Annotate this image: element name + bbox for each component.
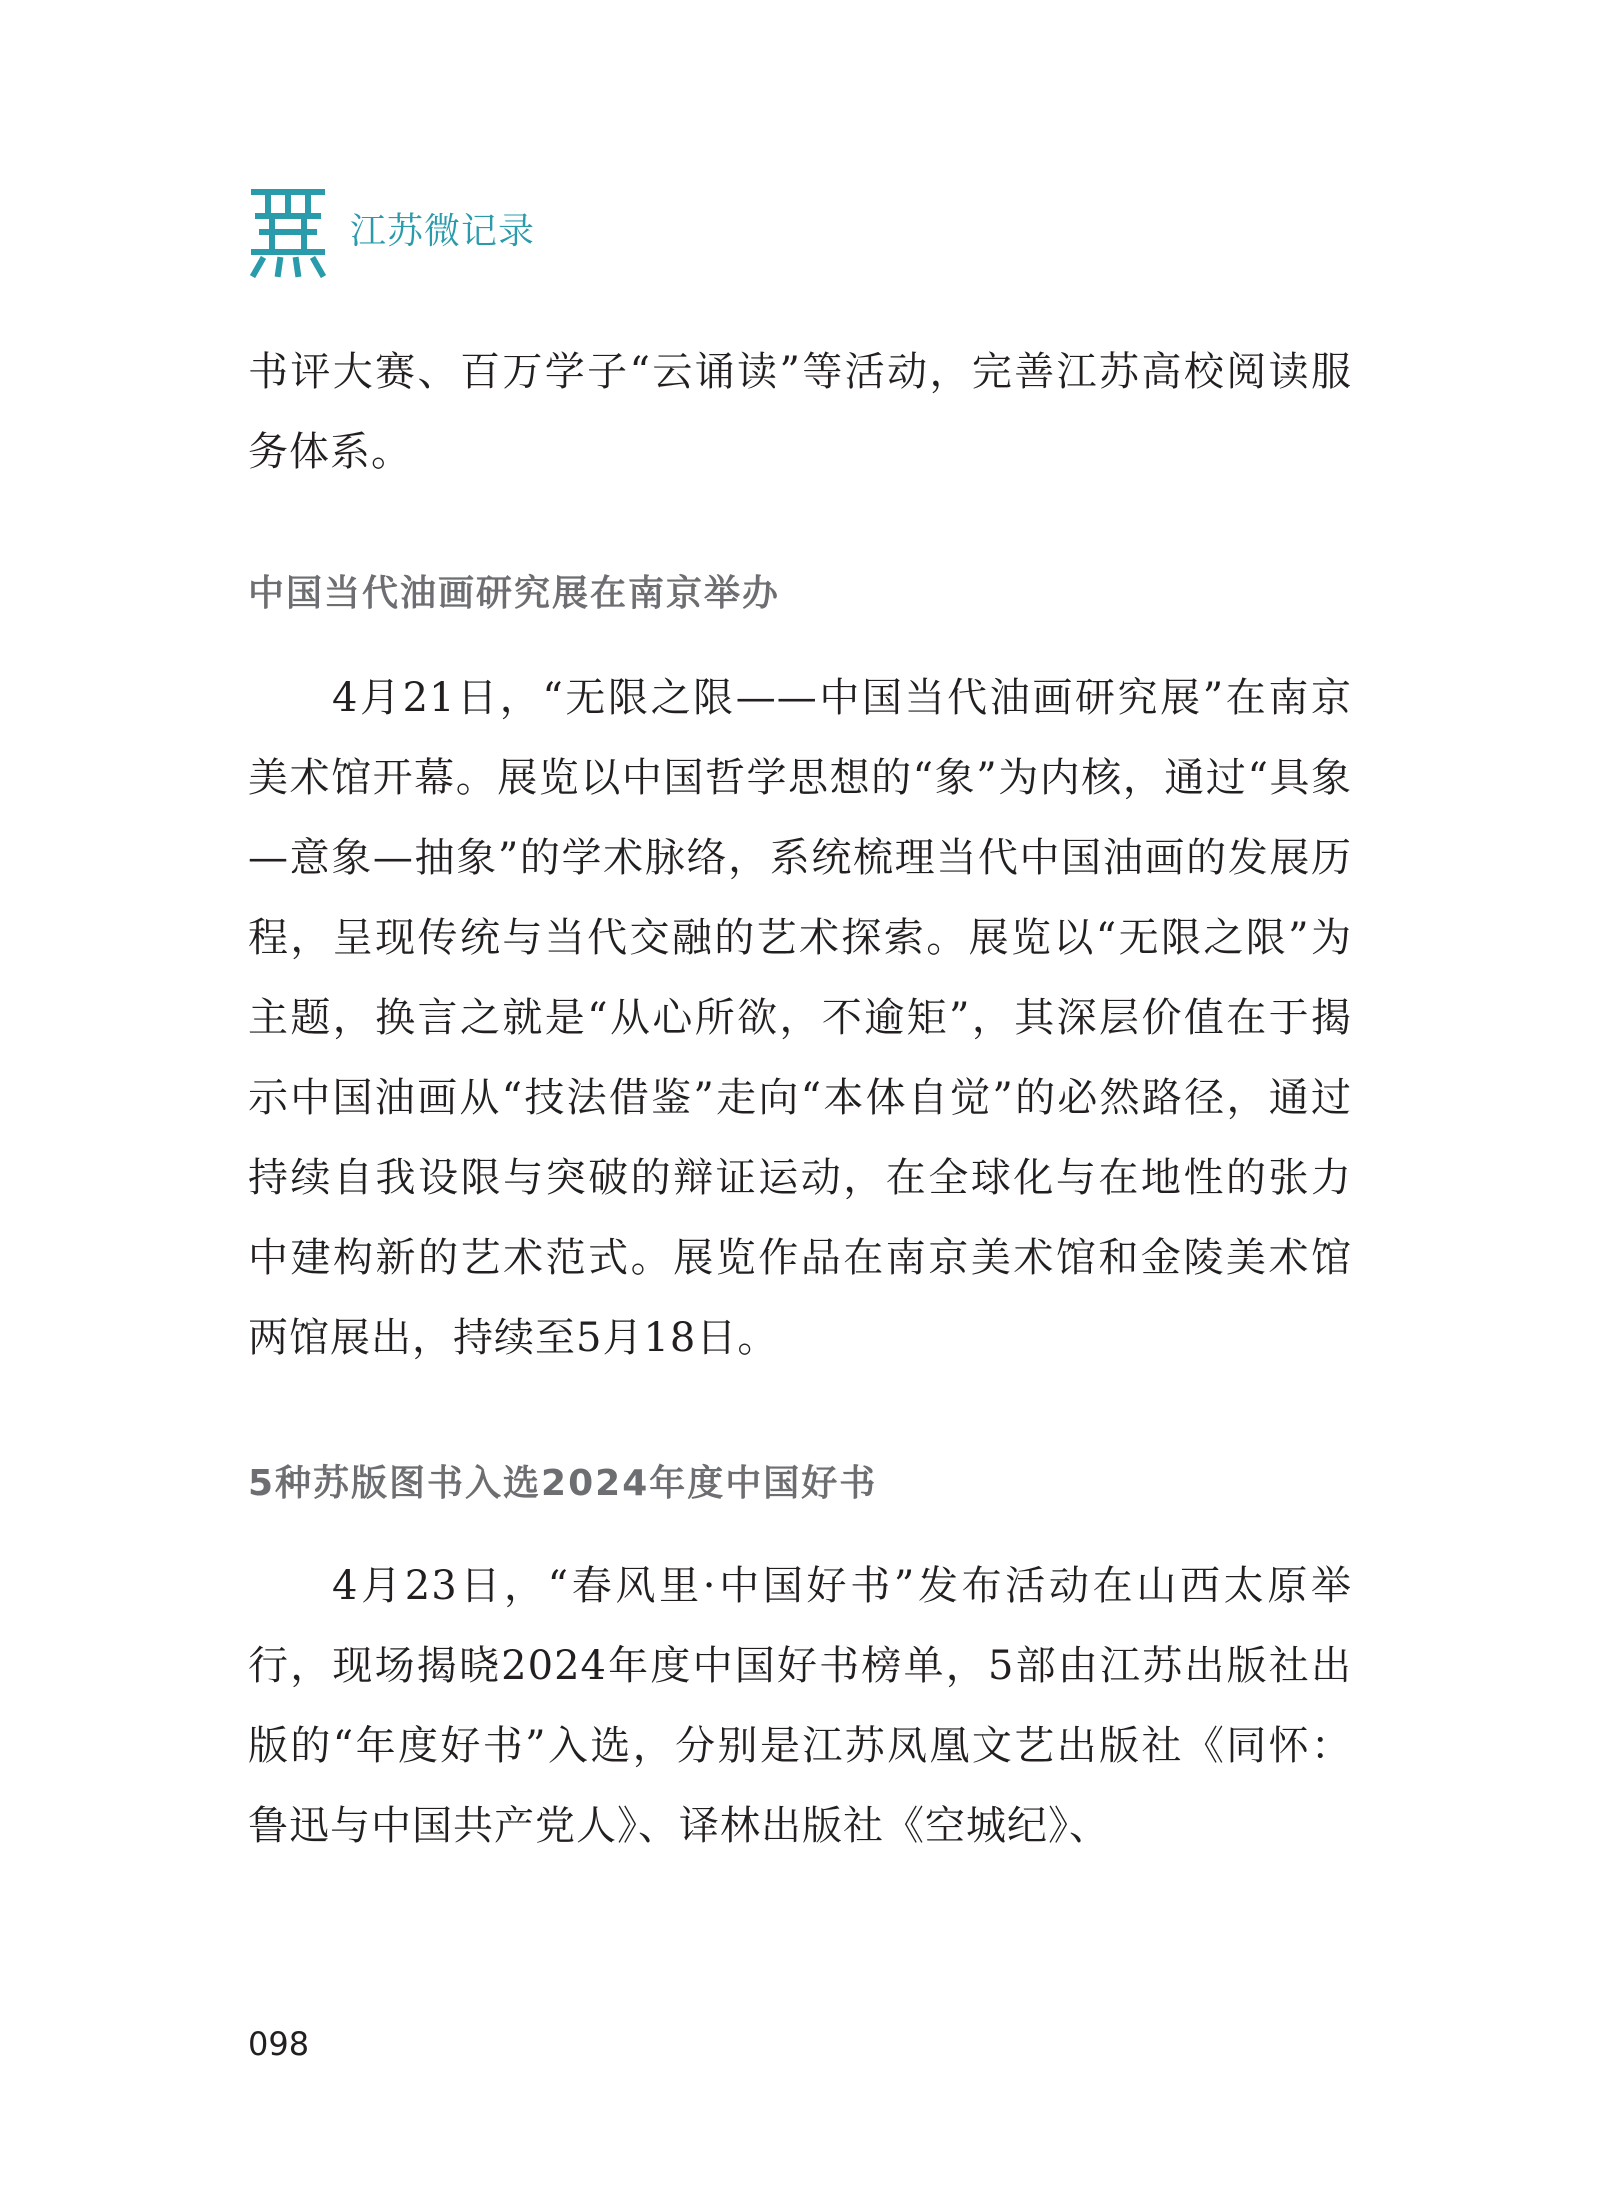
section-heading-oil-painting-exhibition: 中国当代油画研究展在南京举办 bbox=[248, 573, 781, 614]
section-heading-good-books: 5种苏版图书入选2024年度中国好书 bbox=[248, 1463, 878, 1504]
section-paragraph-oil-painting-exhibition: 4月21日，“无限之限——中国当代油画研究展”在南京美术馆开幕。展览以中国哲学思想的“象”为内核，通过“具象—意象—抽象”的学术脉络，系统梳理当代中国油画的发展历程，呈现传统与当代交融的艺术探索。展览以“无限之限”为主题，换言之就是“从心所欲，不逾矩”，其深层价值在于揭示中国油画从“技法借鉴”走向“本体自觉”的必然路径，通过持续自我设限与突破的辩证运动，在全球化与在地性的张力中建构新的艺术范式。展览作品在南京美术馆和金陵美术馆两馆展出，持续至5月18日。 bbox=[248, 675, 1352, 1361]
intro-paragraph: 书评大赛、百万学子“云诵读”等活动，完善江苏高校阅读服务体系。 bbox=[248, 349, 1352, 475]
jiangsu-weijilu-logo-icon bbox=[248, 186, 328, 278]
section-paragraph-good-books: 4月23日，“春风里·中国好书”发布活动在山西太原举行，现场揭晓2024年度中国好书榜单，5部由江苏出版社出版的“年度好书”入选，分别是江苏凤凰文艺出版社《同怀：鲁迅与中国共产党人》、译林出版社《空城纪》、 bbox=[248, 1563, 1352, 1849]
article-body bbox=[248, 332, 1352, 1866]
page-header bbox=[248, 186, 535, 278]
series-title: 江苏微记录 bbox=[350, 211, 536, 252]
page-number: 098 bbox=[248, 2025, 310, 2063]
